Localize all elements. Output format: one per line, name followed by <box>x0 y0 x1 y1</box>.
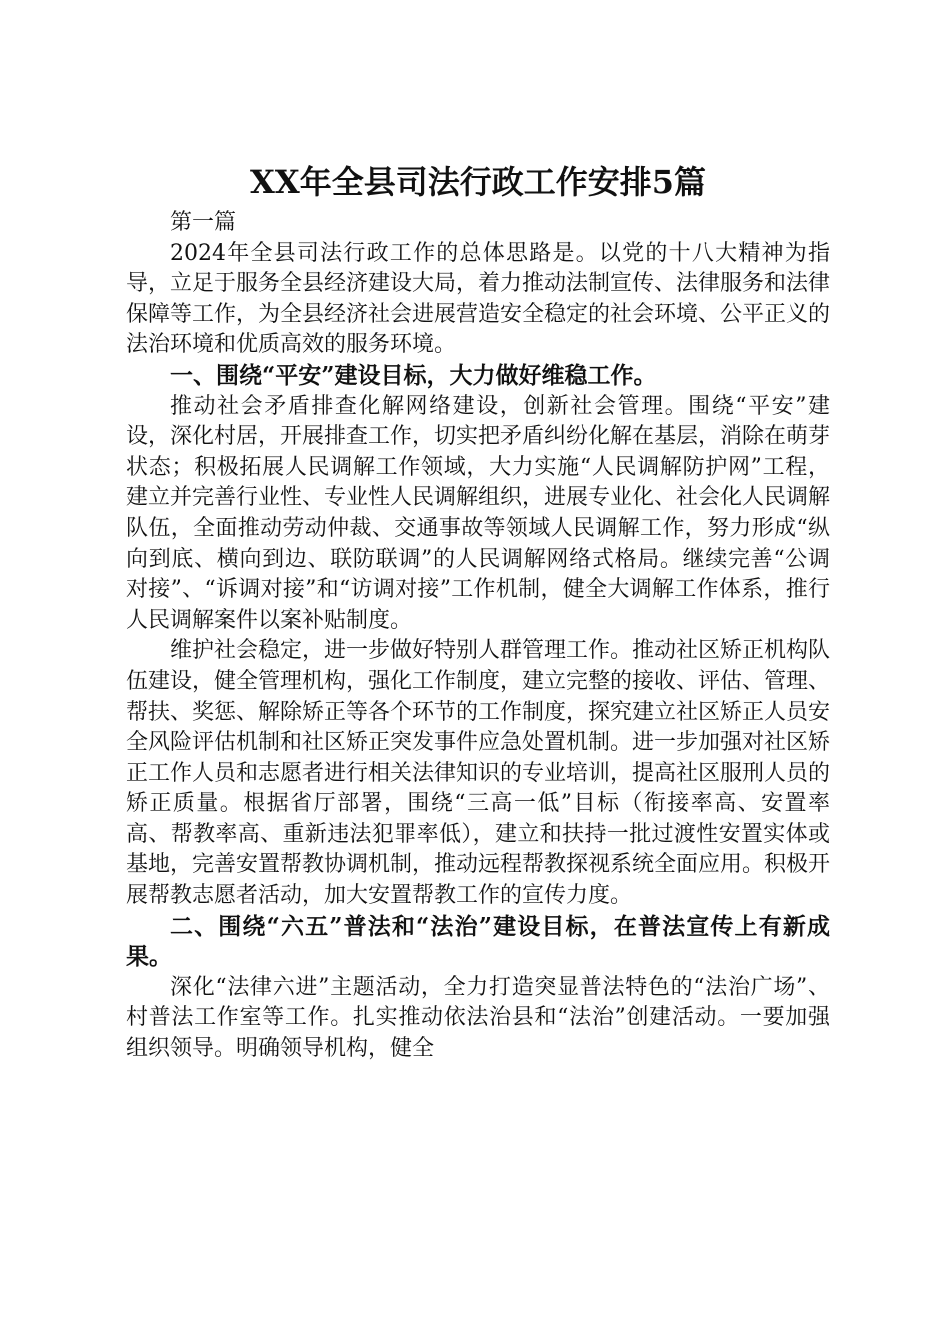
paragraph-3: 深化“法律六进”主题活动，全力打造突显普法特色的“法治广场”、村普法工作室等工作。扎实推动依法治县和“法治”创建活动。一要加强组织领导。明确领导机构，健全 <box>126 974 830 1062</box>
document-page <box>126 158 830 1065</box>
intro-paragraph: 2024年全县司法行政工作的总体思路是。以党的十八大精神为指导，立足于服务全县经济建设大局，着力推动法制宣传、法律服务和法律保障等工作，为全县经济社会进展营造安全稳定的社会环境、公平正义的法治环境和优质高效的服务环境。 <box>126 240 831 358</box>
section-heading-2: 二、围绕“六五”普法和“法治”建设目标，在普法宣传上有新成果。 <box>126 912 830 971</box>
paragraph-1: 推动社会矛盾排查化解网络建设，创新社会管理。围绕“平安”建设，深化村居，开展排查工作，切实把矛盾纠纷化解在基层，消除在萌芽状态；积极拓展人民调解工作领域，大力实施“人民调解防护网”工程，建立并完善行业性、专业性人民调解组织，进展专业化、社会化人民调解队伍，全面推动劳动仲裁、交通事故等领域人民调解工作，努力形成“纵向到底、横向到边、联防联调”的人民调解网络式格局。继续完善“公调对接”、“诉调对接”和“访调对接”工作机制，健全大调解工作体系，推行人民调解案件以案补贴制度。 <box>126 393 831 633</box>
paragraph-2: 维护社会稳定，进一步做好特别人群管理工作。推动社区矫正机构队伍建设，健全管理机构，强化工作制度，建立完整的接收、评估、管理、帮扶、奖惩、解除矫正等各个环节的工作制度，探究建立社区矫正人员安全风险评估机制和社区矫正突发事件应急处置机制。进一步加强对社区矫正工作人员和志愿者进行相关法律知识的专业培训，提高社区服刑人员的矫正质量。根据省厅部署，围绕“三高一低”目标（衔接率高、安置率高、帮教率高、重新违法犯罪率低），建立和扶持一批过渡性安置实体或基地，完善安置帮教协调机制，推动远程帮教探视系统全面应用。积极开展帮教志愿者活动，加大安置帮教工作的宣传力度。 <box>126 638 831 909</box>
section-label: 第一篇 <box>170 210 237 235</box>
document-title: XX年全县司法行政工作安排5篇 <box>250 163 706 201</box>
section-heading-1: 一、围绕“平安”建设目标，大力做好维稳工作。 <box>170 361 657 389</box>
